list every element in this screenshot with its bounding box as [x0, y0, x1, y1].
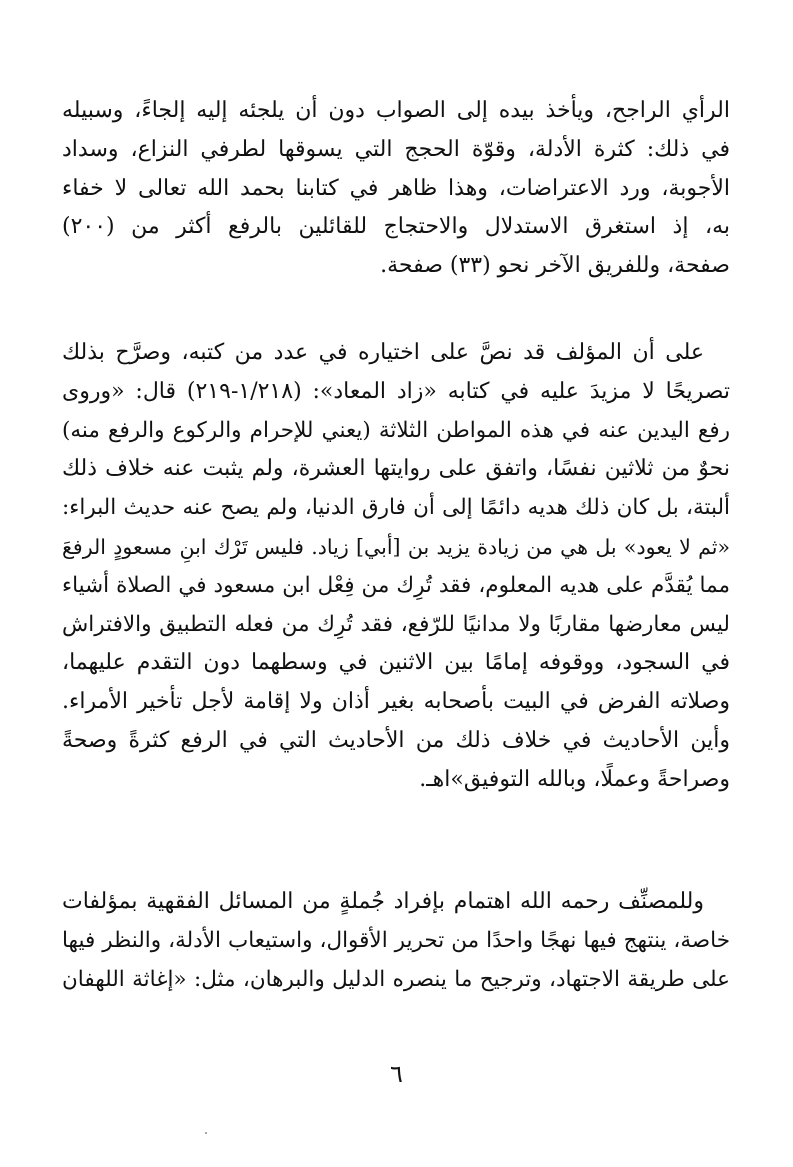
text-line: وصراحةً وعملًا، وبالله التوفيق»اهـ. [419, 766, 730, 792]
page-number: ٦ [390, 1060, 403, 1088]
text-line: في ذلك: كثرة الأدلة، وقوّة الحجج التي يسوقها لطرفي النزاع، وسداد [62, 136, 730, 162]
text-line: ليس معارضها مقاربًا ولا مدانيًا للرّفع، فقد تُرِك من فعله التطبيق والافتراش [62, 611, 730, 637]
text-line: وأين الأحاديث في خلاف ذلك من الأحاديث التي في الرفع كثرةً وصحةً [62, 727, 730, 753]
text-line: به، إذ استغرق الاستدلال والاحتجاج للقائلين بالرفع أكثر من (٢٠٠) [62, 214, 730, 240]
text-line: «ثم لا يعود» بل هي من زيادة يزيد بن [أبي] زياد. فليس تَرْك ابنِ مسعودٍ الرفعَ [62, 534, 730, 559]
paragraph-2 [62, 334, 730, 800]
text-line: الأجوبة، ورد الاعتراضات، وهذا ظاهر في كتابنا بحمد الله تعالى لا خفاء [62, 175, 730, 201]
text-line: وصلاته الفرض في البيت بأصحابه بغير أذان ولا إقامة لأجل تأخير الأمراء. [62, 689, 730, 715]
text-line: على طريقة الاجتهاد، وترجيح ما ينصره الدليل والبرهان، مثل: «إغاثة اللهفان [62, 966, 730, 992]
paragraph-3 [62, 883, 730, 999]
text-line: الرأي الراجح، ويأخذ بيده إلى الصواب دون أن يلجئه إليه إلجاءً، وسبيله [62, 98, 730, 123]
text-line: تصريحًا لا مزيدَ عليه في كتابه «زاد المعاد»: (١/٢١٨-٢١٩) قال: «وروى [62, 378, 730, 404]
text-line: على أن المؤلف قد نصَّ على اختياره في عدد من كتبه، وصرَّح بذلك [62, 340, 704, 365]
text-line: رفع اليدين عنه في هذه المواطن الثلاثة (يعني للإحرام والركوع والرفع منه) [62, 417, 730, 443]
text-line: نحوٌ من ثلاثين نفسًا، واتفق على روايتها العشرة، ولم يثبت عنه خلاف ذلك [62, 456, 730, 482]
paragraph-1 [62, 92, 730, 286]
text-line: ألبتة، بل كان ذلك هديه دائمًا إلى أن فارق الدنيا، ولم يصح عنه حديث البراء: [62, 495, 730, 521]
scan-speck [205, 1132, 207, 1134]
text-line: مما يُقدَّم على هديه المعلوم، فقد تُرِك من فِعْل ابن مسعود في الصلاة أشياء [62, 572, 730, 598]
text-line: في السجود، ووقوفه إمامًا بين الاثنين في وسطهما دون التقدم عليهما، [62, 650, 730, 676]
text-line: خاصة، ينتهج فيها نهجًا واحدًا من تحرير الأقوال، واستيعاب الأدلة، والنظر فيها [62, 927, 730, 953]
text-line: وللمصنِّف رحمه الله اهتمام بإفراد جُملةٍ من المسائل الفقهية بمؤلفات [62, 889, 704, 914]
text-line: صفحة، وللفريق الآخر نحو (٣٣) صفحة. [380, 253, 730, 279]
